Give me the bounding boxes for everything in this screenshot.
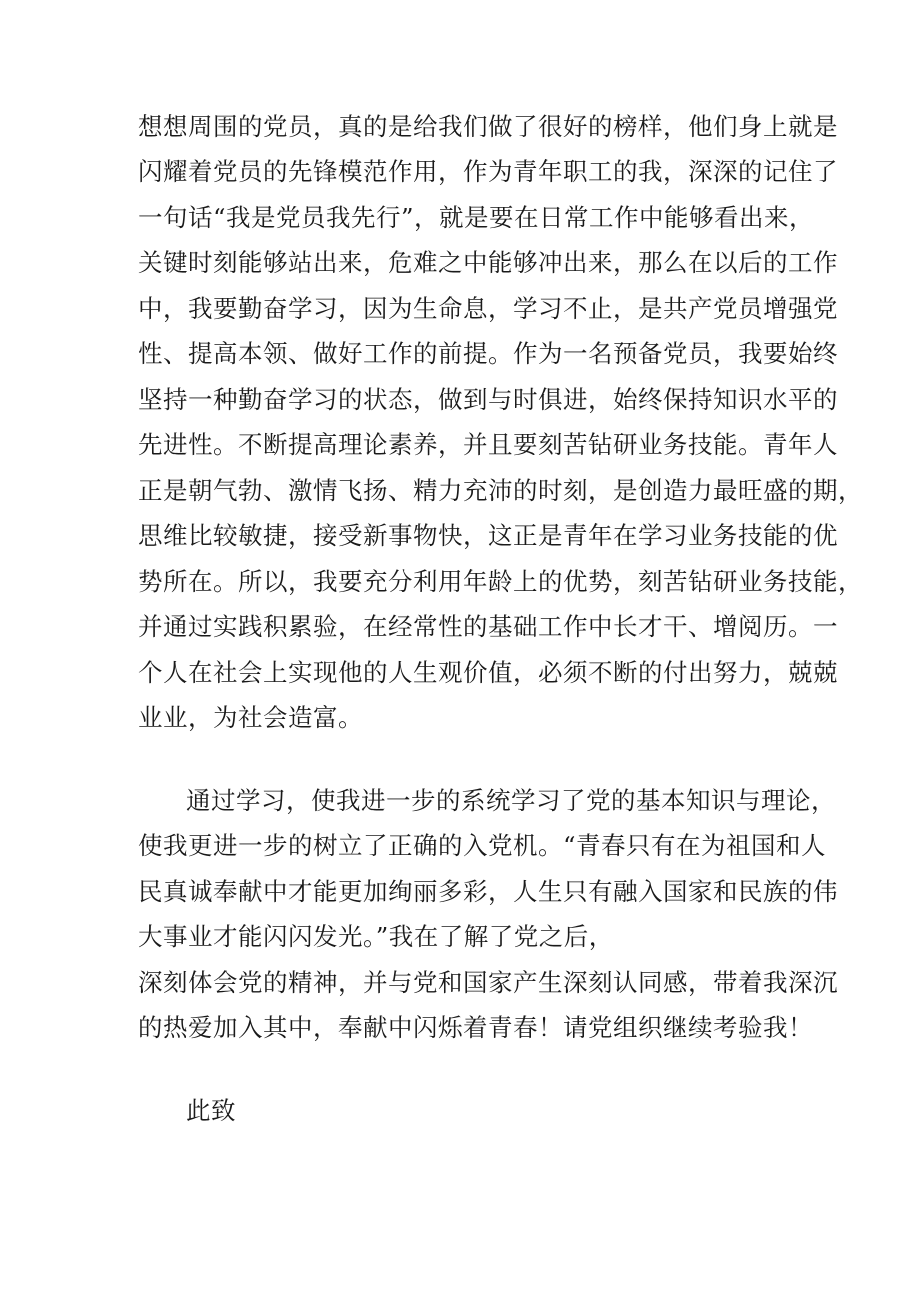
paragraph-1-line-10: 思维比较敏捷，接受新事物快，这正是青年在学习业务技能的优 xyxy=(138,521,838,550)
closing-salutation: 此致 xyxy=(186,1096,236,1125)
paragraph-1-line-5: 中，我要勤奋学习，因为生命息，学习不止，是共产党员增强党 xyxy=(138,294,838,323)
paragraph-2-line-4: 大事业才能闪闪发光。”我在了解了党之后， xyxy=(138,922,614,951)
paragraph-1-line-2: 闪耀着党员的先锋模范作用，作为青年职工的我，深深的记住了 xyxy=(138,157,838,186)
paragraph-1-line-12: 并通过实践积累验，在经常性的基础工作中长才干、增阅历。一 xyxy=(138,612,838,641)
paragraph-2-line-6: 的热爱加入其中，奉献中闪烁着青春！请党组织继续考验我！ xyxy=(138,1013,813,1042)
paragraph-1-line-7: 坚持一种勤奋学习的状态，做到与时俱进，始终保持知识水平的 xyxy=(138,385,838,414)
paragraph-1-line-3: 一句话“我是党员我先行”，就是要在日常工作中能够看出来， xyxy=(138,203,815,232)
paragraph-2-line-1: 通过学习，使我进一步的系统学习了党的基本知识与理论， xyxy=(186,786,836,815)
paragraph-1-line-1: 想想周围的党员，真的是给我们做了很好的榜样，他们身上就是 xyxy=(138,112,838,141)
paragraph-1-line-11: 势所在。所以，我要充分利用年龄上的优势，刻苦钻研业务技能， xyxy=(138,567,863,596)
paragraph-1-line-4: 关键时刻能够站出来，危难之中能够冲出来，那么在以后的工作 xyxy=(138,248,838,277)
paragraph-2-line-2: 使我更进一步的树立了正确的入党机。“青春只有在为祖国和人 xyxy=(138,831,827,860)
paragraph-1-line-6: 性、提高本领、做好工作的前提。作为一名预备党员，我要始终 xyxy=(138,339,838,368)
paragraph-1-line-14: 业业，为社会造富。 xyxy=(138,703,363,732)
paragraph-2-line-5: 深刻体会党的精神，并与党和国家产生深刻认同感，带着我深沉 xyxy=(138,968,838,997)
paragraph-1-line-9: 正是朝气勃、激情飞扬、精力充沛的时刻，是创造力最旺盛的期， xyxy=(138,476,863,505)
paragraph-1-line-13: 个人在社会上实现他的人生观价值，必须不断的付出努力，兢兢 xyxy=(138,658,838,687)
paragraph-2-line-3: 民真诚奉献中才能更加绚丽多彩，人生只有融入国家和民族的伟 xyxy=(138,877,838,906)
paragraph-1-line-8: 先进性。不断提高理论素养，并且要刻苦钻研业务技能。青年人 xyxy=(138,430,838,459)
